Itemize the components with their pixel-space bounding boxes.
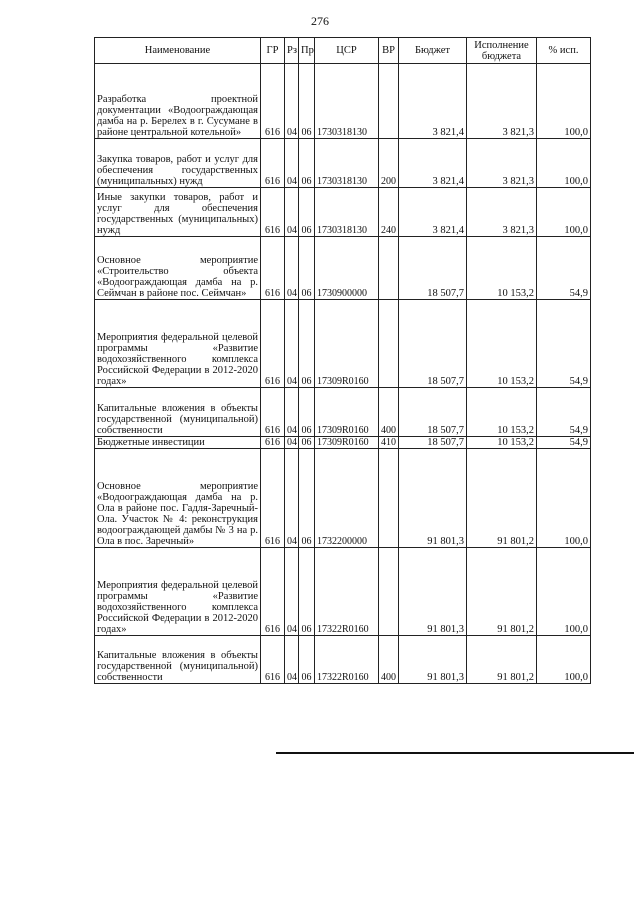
row-percent: 100,0	[537, 188, 591, 237]
row-name: Основное мероприятие «Водоограждающая дамба на р. Ола в районе пос. Гадля-Заречный-Ола. Участок № 4: реконструкция водоограждающей дамбы № 3 на р. Ола в пос. Заречный»	[95, 449, 261, 548]
row-vr: 400	[379, 388, 399, 437]
row-pr: 06	[299, 237, 315, 300]
row-name: Бюджетные инвестиции	[95, 437, 261, 449]
row-rz: 04	[285, 237, 299, 300]
header-gr: ГР	[261, 38, 285, 64]
header-budget: Бюджет	[399, 38, 467, 64]
row-pr: 06	[299, 548, 315, 636]
row-pr: 06	[299, 449, 315, 548]
row-budget: 3 821,4	[399, 64, 467, 139]
row-pr: 06	[299, 300, 315, 388]
row-budget: 18 507,7	[399, 237, 467, 300]
row-rz: 04	[285, 388, 299, 437]
row-name: Иные закупки товаров, работ и услуг для обеспечения государственных (муниципальных) нужд	[95, 188, 261, 237]
row-vr	[379, 449, 399, 548]
budget-table	[94, 37, 591, 684]
row-pr: 06	[299, 388, 315, 437]
row-gr: 616	[261, 636, 285, 684]
row-rz: 04	[285, 548, 299, 636]
row-budget: 18 507,7	[399, 300, 467, 388]
row-gr: 616	[261, 548, 285, 636]
table-header-row	[95, 38, 591, 64]
row-csr: 1730318130	[315, 188, 379, 237]
row-rz: 04	[285, 449, 299, 548]
header-name: Наименование	[95, 38, 261, 64]
row-name: Мероприятия федеральной целевой программы «Развитие водохозяйственного комплекса Российской Федерации в 2012-2020 годах»	[95, 300, 261, 388]
row-budget: 91 801,3	[399, 636, 467, 684]
row-vr	[379, 237, 399, 300]
header-execution: Исполнение бюджета	[467, 38, 537, 64]
row-execution: 91 801,2	[467, 449, 537, 548]
row-pr: 06	[299, 188, 315, 237]
row-rz: 04	[285, 188, 299, 237]
row-vr	[379, 548, 399, 636]
table-row	[95, 139, 591, 188]
row-pr: 06	[299, 64, 315, 139]
row-execution: 3 821,3	[467, 139, 537, 188]
row-gr: 616	[261, 139, 285, 188]
table-row	[95, 64, 591, 139]
row-rz: 04	[285, 300, 299, 388]
row-pr: 06	[299, 437, 315, 449]
row-csr: 1730318130	[315, 64, 379, 139]
page-number: 276	[311, 14, 329, 28]
table-row	[95, 388, 591, 437]
table-row	[95, 437, 591, 449]
row-rz: 04	[285, 64, 299, 139]
row-execution: 10 153,2	[467, 437, 537, 449]
row-name: Капитальные вложения в объекты государственной (муниципальной) собственности	[95, 636, 261, 684]
table-row	[95, 449, 591, 548]
row-budget: 91 801,3	[399, 548, 467, 636]
row-percent: 100,0	[537, 139, 591, 188]
header-pr: Пр	[299, 38, 315, 64]
row-rz: 04	[285, 437, 299, 449]
row-rz: 04	[285, 636, 299, 684]
row-csr: 17322R0160	[315, 636, 379, 684]
row-execution: 91 801,2	[467, 548, 537, 636]
row-vr: 400	[379, 636, 399, 684]
row-execution: 3 821,3	[467, 188, 537, 237]
row-execution: 91 801,2	[467, 636, 537, 684]
table-row	[95, 188, 591, 237]
row-gr: 616	[261, 388, 285, 437]
table-row	[95, 548, 591, 636]
row-gr: 616	[261, 300, 285, 388]
header-percent: % исп.	[537, 38, 591, 64]
row-budget: 3 821,4	[399, 188, 467, 237]
row-name: Разработка проектной документации «Водоограждающая дамба на р. Берелех в г. Сусумане в районе центральной котельной»	[95, 64, 261, 139]
header-rz: Рз	[285, 38, 299, 64]
row-percent: 54,9	[537, 237, 591, 300]
row-vr: 410	[379, 437, 399, 449]
row-name: Капитальные вложения в объекты государственной (муниципальной) собственности	[95, 388, 261, 437]
row-gr: 616	[261, 237, 285, 300]
row-csr: 17322R0160	[315, 548, 379, 636]
row-vr	[379, 300, 399, 388]
row-pr: 06	[299, 636, 315, 684]
row-percent: 54,9	[537, 300, 591, 388]
table-row	[95, 636, 591, 684]
row-csr: 17309R0160	[315, 388, 379, 437]
row-execution: 10 153,2	[467, 237, 537, 300]
bottom-rule	[276, 752, 634, 754]
row-csr: 1730318130	[315, 139, 379, 188]
row-execution: 10 153,2	[467, 388, 537, 437]
header-csr: ЦСР	[315, 38, 379, 64]
table-row	[95, 300, 591, 388]
row-budget: 18 507,7	[399, 437, 467, 449]
row-gr: 616	[261, 437, 285, 449]
row-name: Основное мероприятие «Строительство объекта «Водоограждающая дамба на р. Сеймчан в районе пос. Сеймчан»	[95, 237, 261, 300]
row-csr: 1732200000	[315, 449, 379, 548]
row-rz: 04	[285, 139, 299, 188]
row-budget: 18 507,7	[399, 388, 467, 437]
row-percent: 100,0	[537, 64, 591, 139]
row-budget: 3 821,4	[399, 139, 467, 188]
row-gr: 616	[261, 64, 285, 139]
row-percent: 54,9	[537, 437, 591, 449]
row-gr: 616	[261, 449, 285, 548]
table-row	[95, 237, 591, 300]
row-percent: 100,0	[537, 449, 591, 548]
row-gr: 616	[261, 188, 285, 237]
row-execution: 3 821,3	[467, 64, 537, 139]
row-name: Мероприятия федеральной целевой программы «Развитие водохозяйственного комплекса Российской Федерации в 2012-2020 годах»	[95, 548, 261, 636]
row-pr: 06	[299, 139, 315, 188]
row-vr: 240	[379, 188, 399, 237]
row-budget: 91 801,3	[399, 449, 467, 548]
row-percent: 54,9	[537, 388, 591, 437]
row-execution: 10 153,2	[467, 300, 537, 388]
header-vr: ВР	[379, 38, 399, 64]
row-vr: 200	[379, 139, 399, 188]
row-name: Закупка товаров, работ и услуг для обеспечения государственных (муниципальных) нужд	[95, 139, 261, 188]
row-csr: 1730900000	[315, 237, 379, 300]
row-vr	[379, 64, 399, 139]
row-percent: 100,0	[537, 548, 591, 636]
row-percent: 100,0	[537, 636, 591, 684]
row-csr: 17309R0160	[315, 300, 379, 388]
row-csr: 17309R0160	[315, 437, 379, 449]
table-body	[95, 64, 591, 684]
